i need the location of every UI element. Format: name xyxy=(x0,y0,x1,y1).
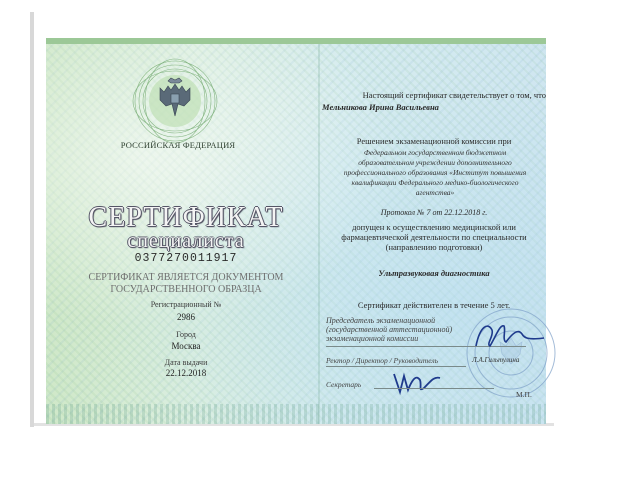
admission-text xyxy=(320,222,548,252)
registration-label: Регистрационный № xyxy=(150,300,222,309)
chair-line: (государственной аттестационной) xyxy=(326,325,453,334)
chair-signature xyxy=(470,316,550,361)
admission-line: фармацевтической деятельности по специальности xyxy=(341,232,527,242)
protocol-text: Протокол № 7 от 22.12.2018 г. xyxy=(380,208,488,217)
certificate-title: СЕРТИФИКАТ xyxy=(88,202,284,233)
chair-line: экзаменационной комиссии xyxy=(326,334,419,343)
status-line: СЕРТИФИКАТ ЯВЛЯЕТСЯ ДОКУМЕНТОМ xyxy=(88,272,284,283)
coat-of-arms-emblem xyxy=(130,56,220,146)
institution-line: агентства» xyxy=(415,188,455,197)
certificate-document xyxy=(46,38,546,424)
institution-line: профессионального образования «Институт повышения xyxy=(343,168,527,177)
institution-line: Федеральном государственном бюджетном xyxy=(363,148,507,157)
decision-text: Решением экзаменационной комиссии при xyxy=(356,136,512,146)
certificate-subtitle: специалиста xyxy=(127,230,245,252)
admission-line: (направлению подготовки) xyxy=(385,242,483,252)
rector-label: Ректор / Директор / Руководитель xyxy=(326,356,439,365)
holder-name: Мельникова Ирина Васильевна xyxy=(322,102,439,112)
stamp-place-label: М.П. xyxy=(516,390,532,399)
validity-text: Сертификат действителен в течение 5 лет. xyxy=(357,300,511,310)
country-name: РОССИЙСКАЯ ФЕДЕРАЦИЯ xyxy=(120,140,236,150)
admission-line: допущен к осуществлению медицинской или xyxy=(352,222,516,232)
intro-text: Настоящий сертификат свидетельствует о том, что xyxy=(362,90,546,100)
issue-date-label: Дата выдачи xyxy=(164,358,208,367)
institution-name xyxy=(324,148,546,198)
institution-line: образовательном учреждении дополнительного xyxy=(358,158,512,167)
institution-line: квалификации Федерального медико-биологического xyxy=(351,178,519,187)
serial-number: 0377270011917 xyxy=(134,252,238,265)
secretary-signature-line xyxy=(374,388,494,389)
specialty-name: Ультразвуковая диагностика xyxy=(378,268,490,278)
state-document-notice xyxy=(70,272,302,296)
issue-date-value: 22.12.2018 xyxy=(165,368,207,378)
guilloche-bottom-band xyxy=(46,404,546,424)
city-label: Город xyxy=(176,330,196,339)
secretary-signature xyxy=(390,366,450,405)
chair-name: Л.А.Гильтулина xyxy=(472,356,520,364)
city-value: Москва xyxy=(171,341,201,351)
status-line: ГОСУДАРСТВЕННОГО ОБРАЗЦА xyxy=(110,284,262,295)
secretary-label: Секретарь xyxy=(326,380,362,389)
chair-line: Председатель экзаменационной xyxy=(326,316,436,325)
registration-number: 2986 xyxy=(177,312,195,322)
scan-left-edge xyxy=(30,12,34,427)
